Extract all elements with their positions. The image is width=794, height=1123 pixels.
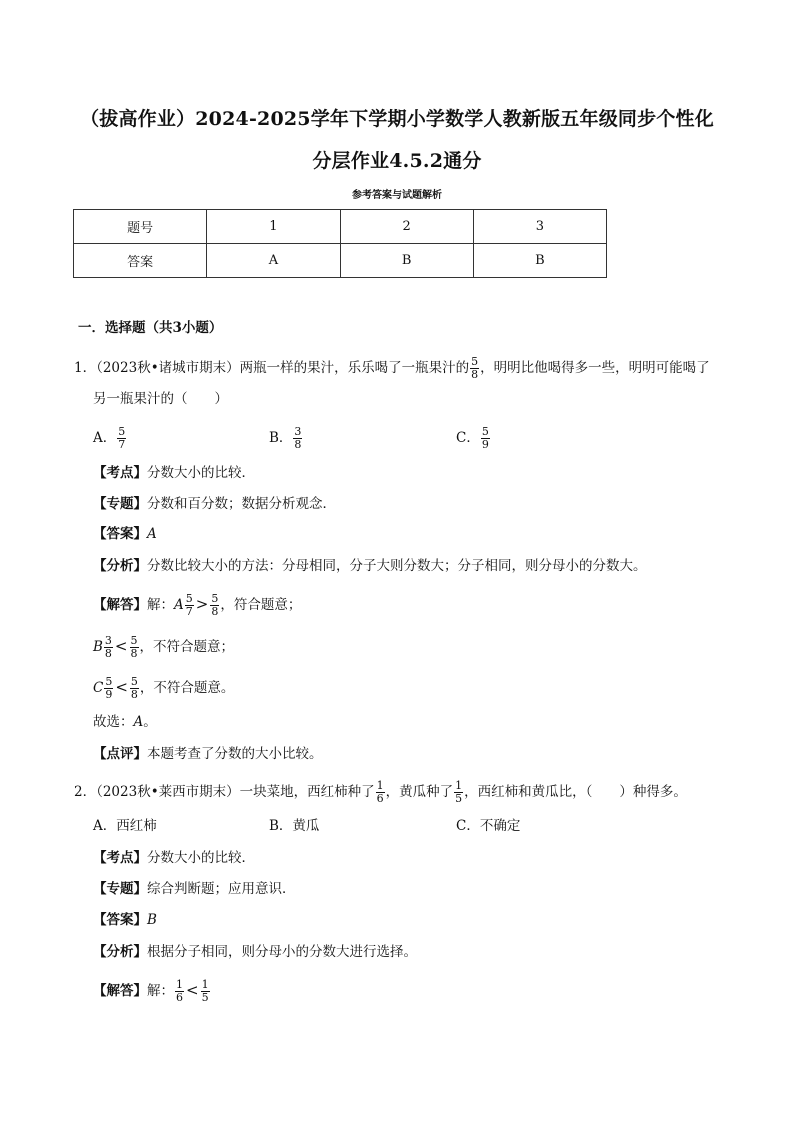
conclusion-prefix: 故选： <box>93 714 134 730</box>
denominator: 7 <box>185 605 193 618</box>
relation-sign: < <box>115 678 128 696</box>
option-label: C． <box>456 430 480 446</box>
jieda-prefix: 解： <box>147 983 174 999</box>
fenxi-text: 根据分子相同，则分母小的分数大进行选择。 <box>147 944 417 960</box>
table-cell: 2 <box>340 210 473 244</box>
numerator: 5 <box>105 675 113 688</box>
fenxi-text: 分数比较大小的方法：分母相同，分子大则分数大；分子相同，则分母小的分数大。 <box>147 558 647 574</box>
fraction <box>454 780 463 805</box>
tag-label: 【点评】 <box>93 746 147 762</box>
table-row <box>74 210 607 244</box>
denominator: 8 <box>471 368 479 381</box>
fraction <box>210 593 219 618</box>
tag-label: 【考点】 <box>93 465 147 481</box>
denominator: 5 <box>455 792 463 805</box>
step-text: ，不符合题意。 <box>139 680 235 696</box>
q1-option-c <box>456 426 491 451</box>
q2-daan <box>93 910 157 930</box>
q1-option-b <box>269 426 303 451</box>
denominator: 6 <box>376 792 384 805</box>
fraction <box>175 979 184 1004</box>
q1-option-a <box>93 426 127 451</box>
q1-conclusion <box>93 712 157 732</box>
numerator: 5 <box>130 675 138 688</box>
table-cell: 题号 <box>74 210 207 244</box>
step-letter: A <box>174 597 184 613</box>
denominator: 5 <box>201 991 209 1004</box>
fraction <box>376 780 385 805</box>
q1-step-c <box>93 676 234 701</box>
daan-text: B <box>147 912 157 928</box>
page-title-line1: （拔高作业）2024-2025学年下学期小学数学人教新版五年级同步个性化 <box>80 108 714 130</box>
relation-sign: < <box>114 637 128 655</box>
kaodian-text: 分数大小的比较． <box>147 465 255 481</box>
numerator: 5 <box>471 355 479 368</box>
table-cell: 答案 <box>74 244 207 278</box>
fraction <box>130 635 139 660</box>
table-cell: 1 <box>207 210 340 244</box>
q2-stem-mid: ，黄瓜种了 <box>385 784 454 800</box>
q1-daan <box>93 524 157 544</box>
tag-label: 【答案】 <box>93 912 147 928</box>
q2-option-a: A．西红柿 <box>93 818 157 834</box>
fraction <box>470 356 479 381</box>
table-cell: B <box>340 244 473 278</box>
option-label: B． <box>269 430 293 446</box>
denominator: 8 <box>130 647 138 660</box>
jieda-prefix: 解： <box>147 597 174 613</box>
section-title: 一．选择题（共3小题） <box>78 320 223 336</box>
fraction <box>185 593 194 618</box>
conclusion-suffix: 。 <box>143 714 157 730</box>
q1-stem-prefix: 1．（2023秋•诸城市期末）两瓶一样的果汁，乐乐喝了一瓶果汁的 <box>74 360 470 376</box>
step-text: ，不符合题意； <box>139 639 234 655</box>
numerator: 5 <box>130 634 138 647</box>
q2-fenxi <box>93 942 417 962</box>
q1-dianping <box>93 744 323 764</box>
numerator: 1 <box>376 779 384 792</box>
q2-jieda <box>93 979 211 1004</box>
denominator: 6 <box>176 991 183 1004</box>
q2-option-c: C．不确定 <box>456 818 521 834</box>
numerator: 5 <box>481 425 489 438</box>
tag-label: 【答案】 <box>93 526 147 542</box>
fraction <box>201 979 210 1004</box>
q1-jieda <box>93 593 301 618</box>
table-cell: 3 <box>473 210 606 244</box>
step-text: ，符合题意； <box>220 597 302 613</box>
q2-stem <box>74 780 687 805</box>
numerator: 5 <box>118 425 126 438</box>
page-title-line2: 分层作业4.5.2通分 <box>312 150 482 172</box>
relation-sign: > <box>195 595 209 613</box>
subtitle: 参考答案与试题解析 <box>352 190 442 201</box>
q2-stem-suffix: ，西红柿和黄瓜比，（ ）种得多。 <box>464 784 687 800</box>
tag-label: 【专题】 <box>93 881 147 897</box>
q2-zhuanti <box>93 879 296 899</box>
numerator: 1 <box>455 779 463 792</box>
q2-kaodian <box>93 848 255 868</box>
table-row <box>74 244 607 278</box>
kaodian-text: 分数大小的比较． <box>147 850 255 866</box>
tag-label: 【分析】 <box>93 944 147 960</box>
step-letter: C <box>93 680 104 696</box>
dianping-text: 本题考查了分数的大小比较。 <box>147 746 323 762</box>
zhuanti-text: 分数和百分数；数据分析观念． <box>147 496 336 512</box>
daan-text: A <box>147 526 157 542</box>
q1-stem <box>74 356 710 381</box>
tag-label: 【解答】 <box>93 983 147 999</box>
answer-table <box>73 209 607 278</box>
q1-zhuanti <box>93 494 336 514</box>
fraction <box>481 426 490 451</box>
tag-label: 【专题】 <box>93 496 147 512</box>
q1-stem-line2: 另一瓶果汁的（ ） <box>93 391 228 407</box>
step-letter: B <box>93 639 103 655</box>
numerator: 1 <box>201 978 209 991</box>
option-label: A． <box>93 430 117 446</box>
table-cell: A <box>207 244 340 278</box>
denominator: 8 <box>130 688 138 701</box>
fraction <box>104 635 113 660</box>
denominator: 8 <box>104 647 112 660</box>
relation-sign: < <box>186 981 199 999</box>
denominator: 8 <box>211 605 219 618</box>
q1-stem-suffix: ，明明比他喝得多一些，明明可能喝了 <box>480 360 710 376</box>
fraction <box>104 676 113 701</box>
zhuanti-text: 综合判断题；应用意识． <box>147 881 296 897</box>
q1-kaodian <box>93 463 255 483</box>
denominator: 8 <box>294 438 302 451</box>
tag-label: 【考点】 <box>93 850 147 866</box>
q1-fenxi <box>93 556 647 576</box>
numerator: 3 <box>294 425 302 438</box>
denominator: 7 <box>118 438 126 451</box>
numerator: 3 <box>104 634 112 647</box>
tag-label: 【解答】 <box>93 597 147 613</box>
q1-step-b <box>93 635 234 660</box>
denominator: 9 <box>105 688 113 701</box>
fraction <box>117 426 126 451</box>
fraction <box>130 676 139 701</box>
conclusion-letter: A <box>133 714 144 730</box>
tag-label: 【分析】 <box>93 558 147 574</box>
table-cell: B <box>473 244 606 278</box>
fraction <box>293 426 302 451</box>
numerator: 5 <box>211 592 219 605</box>
q2-stem-prefix: 2．（2023秋•莱西市期末）一块菜地，西红柿种了 <box>74 784 375 800</box>
q2-option-b: B．黄瓜 <box>269 818 320 834</box>
denominator: 9 <box>481 438 489 451</box>
numerator: 5 <box>185 592 193 605</box>
numerator: 1 <box>176 978 183 991</box>
